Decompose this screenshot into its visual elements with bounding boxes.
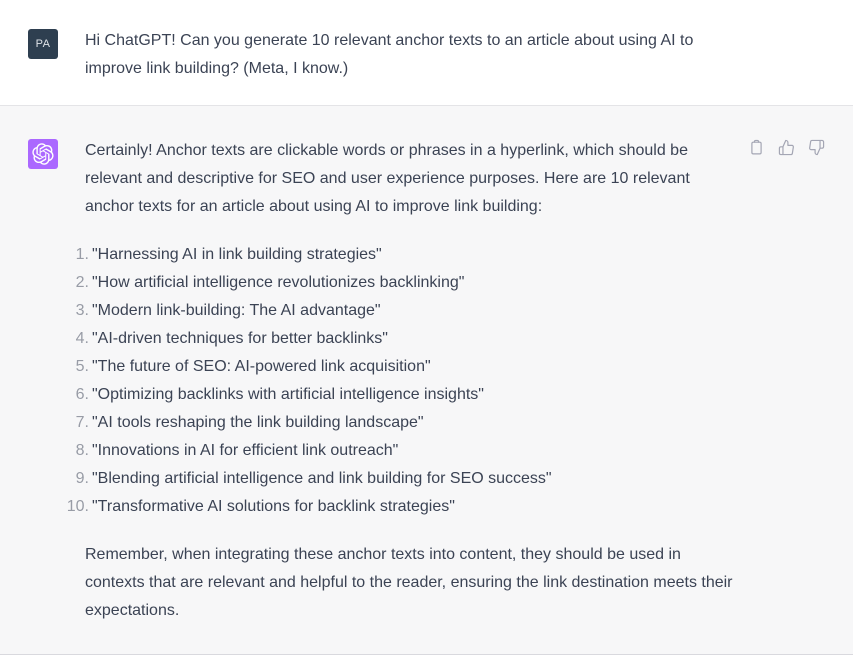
assistant-intro: Certainly! Anchor texts are clickable words or phrases in a hyperlink, which should be relevant and descriptive for SEO and user experience purposes. Here are 10 relevant anchor texts for an article about using AI to improve link building: — [85, 142, 690, 215]
assistant-avatar — [28, 139, 58, 169]
thumbs-down-button[interactable] — [808, 139, 825, 156]
copy-button[interactable] — [748, 139, 765, 156]
thumbs-up-button[interactable] — [778, 139, 795, 156]
list-item: "The future of SEO: AI-powered link acquisition" — [92, 358, 431, 375]
user-avatar: PA — [28, 29, 58, 59]
list-item: "How artificial intelligence revolutionizes backlinking" — [92, 274, 465, 291]
list-item: "AI-driven techniques for better backlinks" — [92, 330, 388, 347]
list-item: "AI tools reshaping the link building landscape" — [92, 414, 424, 431]
list-item: "Harnessing AI in link building strategies" — [92, 246, 382, 263]
user-message-text — [85, 27, 733, 83]
assistant-message-text — [85, 137, 733, 625]
list-item: "Modern link-building: The AI advantage" — [92, 302, 381, 319]
list-item: "Transformative AI solutions for backlink strategies" — [92, 498, 455, 515]
user-message-row — [0, 0, 853, 105]
openai-logo-icon — [32, 143, 54, 165]
list-item: "Blending artificial intelligence and link building for SEO success" — [92, 470, 552, 487]
assistant-outro: Remember, when integrating these anchor texts into content, they should be used in contexts that are relevant and helpful to the reader, ensuring the link destination meets their expectations. — [85, 546, 733, 619]
list-item: "Innovations in AI for efficient link outreach" — [92, 442, 399, 459]
user-message-paragraph: Hi ChatGPT! Can you generate 10 relevant anchor texts to an article about using AI to improve link building? (Meta, I know.) — [85, 32, 694, 77]
thumbs-down-icon — [808, 139, 825, 156]
thumbs-up-icon — [778, 139, 795, 156]
assistant-message-row — [0, 105, 853, 655]
list-item: "Optimizing backlinks with artificial intelligence insights" — [92, 386, 484, 403]
message-actions — [748, 137, 825, 156]
anchor-text-list — [85, 241, 733, 521]
clipboard-icon — [748, 139, 765, 156]
